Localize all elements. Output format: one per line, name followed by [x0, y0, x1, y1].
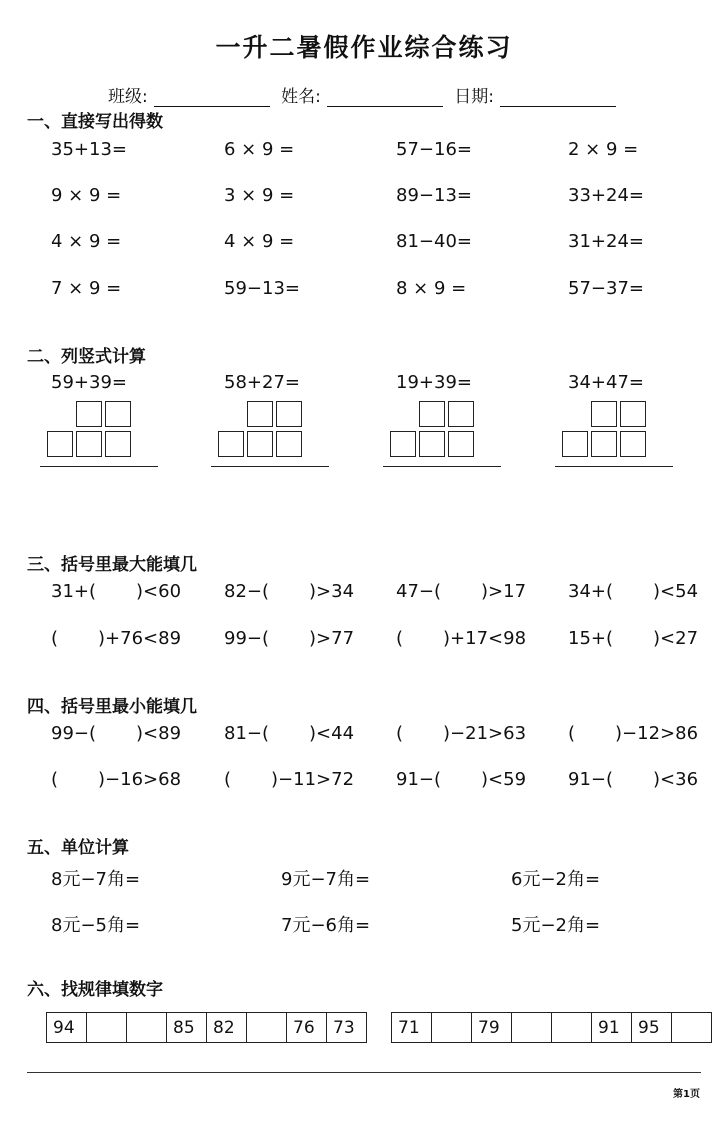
page-number: 第1页 — [673, 1089, 700, 1100]
problem: 6 × 9 = — [224, 139, 295, 160]
answer-line — [383, 466, 501, 467]
sequence-cell: 73 — [327, 1013, 367, 1043]
problem: 57−16= — [396, 139, 472, 160]
section-1-heading: 一、直接写出得数 — [27, 112, 163, 132]
unit-problem: 9元−7角= — [281, 869, 371, 890]
problem-left: 99−( — [224, 628, 270, 649]
problem-right: )<44 — [309, 723, 355, 744]
problem-right: )>77 — [309, 628, 355, 649]
digit-box[interactable] — [620, 431, 646, 457]
digit-box[interactable] — [448, 401, 474, 427]
problem: 35+13= — [51, 139, 127, 160]
section-5-heading: 五、单位计算 — [27, 838, 129, 858]
problem-left: 34+( — [568, 581, 614, 602]
digit-box[interactable] — [76, 401, 102, 427]
unit-problem: 8元−5角= — [51, 915, 141, 936]
digit-box[interactable] — [419, 401, 445, 427]
fill-paren-problem — [51, 628, 181, 649]
fill-paren-problem — [568, 723, 698, 744]
sequence-blank-cell[interactable] — [247, 1013, 287, 1043]
sequence-blank-cell[interactable] — [127, 1013, 167, 1043]
fill-paren-problem — [568, 628, 698, 649]
problem-right: )<60 — [136, 581, 182, 602]
sequence-cell: 82 — [207, 1013, 247, 1043]
sequence-cell: 95 — [632, 1013, 672, 1043]
problem-left: ( — [396, 628, 404, 649]
section-2-heading: 二、列竖式计算 — [27, 347, 146, 367]
fill-paren-problem — [224, 628, 354, 649]
problem-right: )<36 — [653, 769, 699, 790]
answer-line — [40, 466, 158, 467]
answer-line — [211, 466, 329, 467]
problem: 7 × 9 = — [51, 278, 122, 299]
unit-problem: 7元−6角= — [281, 915, 371, 936]
sequence-cell: 71 — [392, 1013, 432, 1043]
sequence-blank-cell[interactable] — [432, 1013, 472, 1043]
digit-box[interactable] — [591, 401, 617, 427]
problem: 9 × 9 = — [51, 185, 122, 206]
digit-box[interactable] — [390, 431, 416, 457]
problem-left: ( — [396, 723, 404, 744]
digit-box[interactable] — [448, 431, 474, 457]
problem-left: 91−( — [568, 769, 614, 790]
problem-left: 91−( — [396, 769, 442, 790]
problem: 59−13= — [224, 278, 300, 299]
fill-paren-problem — [396, 628, 526, 649]
sequence-cell: 79 — [472, 1013, 512, 1043]
fill-paren-problem — [224, 581, 354, 602]
problem-left: 47−( — [396, 581, 442, 602]
vertical-problem: 59+39= — [51, 372, 127, 393]
problem-right: )−21>63 — [443, 723, 527, 744]
fill-paren-problem — [51, 581, 181, 602]
page-title: 一升二暑假作业综合练习 — [215, 33, 513, 62]
date-label: 日期: — [454, 87, 495, 107]
fill-paren-problem — [224, 723, 354, 744]
sequence-blank-cell[interactable] — [512, 1013, 552, 1043]
digit-box[interactable] — [105, 431, 131, 457]
problem: 2 × 9 = — [568, 139, 639, 160]
vertical-problem: 19+39= — [396, 372, 472, 393]
sequence-cell: 94 — [47, 1013, 87, 1043]
digit-box[interactable] — [591, 431, 617, 457]
problem-right: )−12>86 — [615, 723, 699, 744]
digit-box[interactable] — [620, 401, 646, 427]
sequence-blank-cell[interactable] — [672, 1013, 712, 1043]
unit-problem: 5元−2角= — [511, 915, 601, 936]
problem-left: ( — [51, 769, 59, 790]
problem: 57−37= — [568, 278, 644, 299]
problem: 4 × 9 = — [224, 231, 295, 252]
problem-left: ( — [51, 628, 59, 649]
name-label: 姓名: — [281, 87, 321, 107]
fill-paren-problem — [51, 723, 181, 744]
digit-box[interactable] — [276, 401, 302, 427]
fill-paren-problem — [568, 769, 698, 790]
problem-right: )<89 — [136, 723, 182, 744]
fill-paren-problem — [224, 769, 354, 790]
problem: 31+24= — [568, 231, 644, 252]
problem: 8 × 9 = — [396, 278, 467, 299]
fill-paren-problem — [51, 769, 181, 790]
digit-box[interactable] — [47, 431, 73, 457]
problem-left: ( — [568, 723, 576, 744]
digit-box[interactable] — [247, 401, 273, 427]
unit-problem: 8元−7角= — [51, 869, 141, 890]
problem-right: )−16>68 — [98, 769, 182, 790]
problem-left: 31+( — [51, 581, 97, 602]
problem: 4 × 9 = — [51, 231, 122, 252]
problem-left: 15+( — [568, 628, 614, 649]
sequence-blank-cell[interactable] — [87, 1013, 127, 1043]
problem-right: )<54 — [653, 581, 699, 602]
fill-paren-problem — [396, 581, 526, 602]
fill-paren-problem — [568, 581, 698, 602]
digit-box[interactable] — [562, 431, 588, 457]
fill-paren-problem — [396, 769, 526, 790]
problem-left: 82−( — [224, 581, 270, 602]
digit-box[interactable] — [276, 431, 302, 457]
section-6-heading: 六、找规律填数字 — [27, 980, 163, 1000]
problem-right: )<27 — [653, 628, 699, 649]
name-blank[interactable] — [327, 88, 443, 107]
problem-right: )>34 — [309, 581, 355, 602]
digit-box[interactable] — [218, 431, 244, 457]
problem-left: ( — [224, 769, 232, 790]
problem-left: 81−( — [224, 723, 270, 744]
footer-divider — [27, 1072, 701, 1073]
class-blank[interactable] — [154, 88, 270, 107]
vertical-problem: 34+47= — [568, 372, 644, 393]
digit-box[interactable] — [419, 431, 445, 457]
problem: 33+24= — [568, 185, 644, 206]
problem: 81−40= — [396, 231, 472, 252]
problem-right: )+76<89 — [98, 628, 182, 649]
digit-box[interactable] — [247, 431, 273, 457]
sequence-cell: 76 — [287, 1013, 327, 1043]
student-info-row — [108, 82, 622, 107]
class-label: 班级: — [108, 87, 148, 107]
digit-box[interactable] — [105, 401, 131, 427]
date-blank[interactable] — [500, 88, 616, 107]
sequence-table-1 — [46, 1012, 367, 1043]
fill-paren-problem — [396, 723, 526, 744]
digit-box[interactable] — [76, 431, 102, 457]
section-4-heading: 四、括号里最小能填几 — [27, 697, 197, 717]
unit-problem: 6元−2角= — [511, 869, 601, 890]
problem-right: )<59 — [481, 769, 527, 790]
answer-line — [555, 466, 673, 467]
sequence-blank-cell[interactable] — [552, 1013, 592, 1043]
sequence-cell: 85 — [167, 1013, 207, 1043]
problem: 3 × 9 = — [224, 185, 295, 206]
sequence-cell: 91 — [592, 1013, 632, 1043]
section-3-heading: 三、括号里最大能填几 — [27, 555, 197, 575]
sequence-table-2 — [391, 1012, 712, 1043]
problem-right: )+17<98 — [443, 628, 527, 649]
problem: 89−13= — [396, 185, 472, 206]
problem-right: )>17 — [481, 581, 527, 602]
vertical-problem: 58+27= — [224, 372, 300, 393]
problem-right: )−11>72 — [271, 769, 355, 790]
problem-left: 99−( — [51, 723, 97, 744]
